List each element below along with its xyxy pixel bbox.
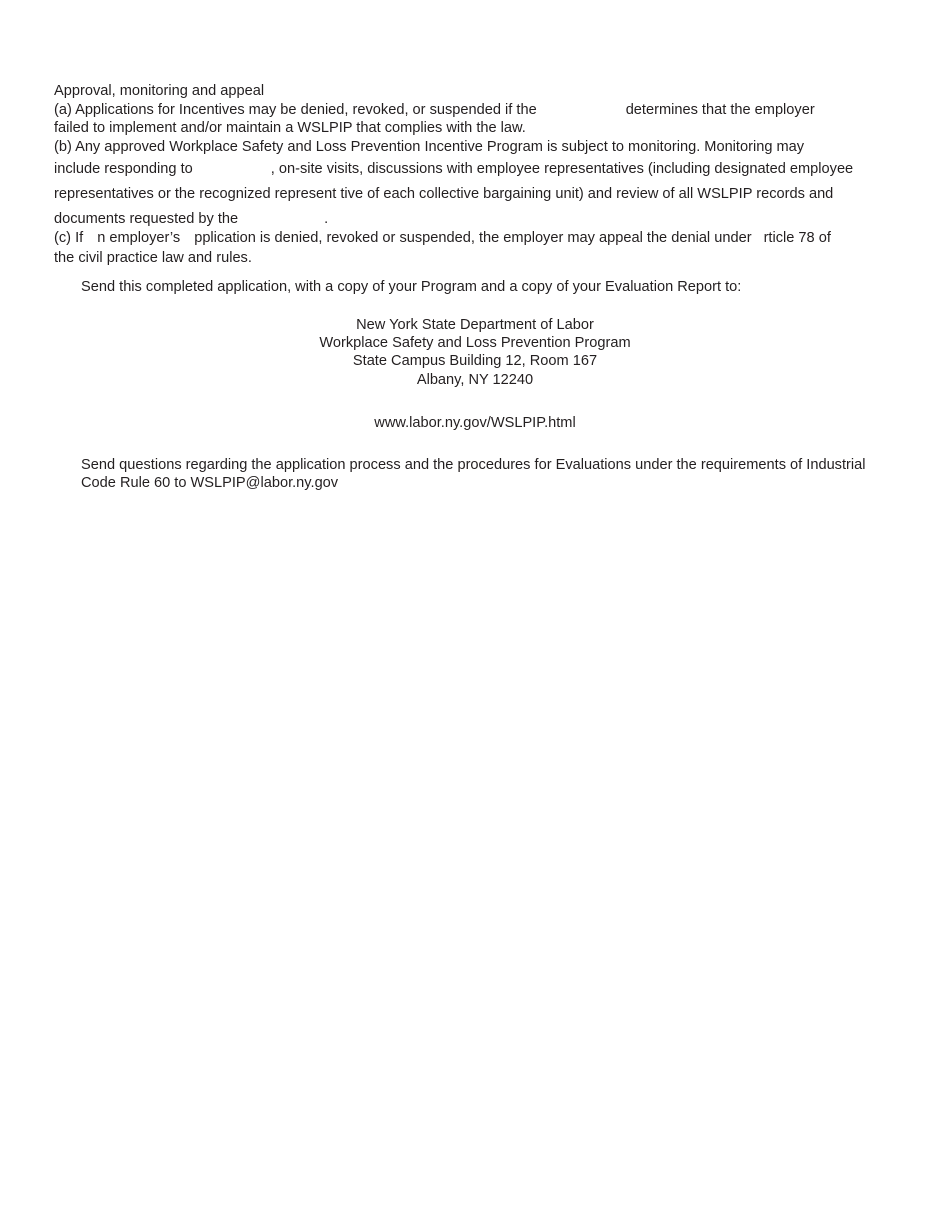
para-b-line4	[54, 210, 328, 228]
para-b-line3: representatives or the recognized represent tive of each collective bargaining unit) and review of all WSLPIP records and	[54, 186, 834, 202]
para-c-line1-d: rticle 78 of	[763, 230, 831, 246]
para-b-line1: (b) Any approved Workplace Safety and Loss Prevention Incentive Program is subject to monitoring. Monitoring may	[54, 139, 805, 155]
para-b-line4-pre: documents requested by the	[54, 211, 239, 227]
address-line2: Workplace Safety and Loss Prevention Program	[319, 335, 631, 351]
para-a-line1-post: determines that the employer	[625, 102, 815, 118]
address-line1: New York State Department of Labor	[356, 317, 594, 333]
address-line3: State Campus Building 12, Room 167	[352, 353, 598, 369]
website-link[interactable]: www.labor.ny.gov/WSLPIP.html	[374, 415, 576, 431]
address-line4: Albany, NY 12240	[416, 372, 534, 388]
questions-line2: Code Rule 60 to WSLPIP@labor.ny.gov	[81, 475, 339, 491]
para-c-line1-a: (c) If	[54, 230, 84, 246]
para-c-line2: the civil practice law and rules.	[54, 250, 252, 266]
para-c-line1-b: n employer’s	[97, 230, 181, 246]
para-c-line1	[54, 229, 831, 247]
para-b-line2-pre: include responding to	[54, 161, 193, 177]
para-a-line1	[54, 101, 815, 119]
para-a-line1-pre: (a) Applications for Incentives may be denied, revoked, or suspended if the	[54, 102, 537, 118]
para-b-line2	[54, 160, 853, 178]
questions-line1: Send questions regarding the application process and the procedures for Evaluations under the requirements of Industrial	[81, 457, 866, 473]
para-a-line2: failed to implement and/or maintain a WSLPIP that complies with the law.	[54, 120, 526, 136]
send-instructions: Send this completed application, with a copy of your Program and a copy of your Evaluation Report to:	[81, 279, 742, 295]
para-b-line2-post: , on-site visits, discussions with employee representatives (including designated employee	[270, 161, 854, 177]
para-b-line4-post: .	[324, 211, 329, 227]
para-c-line1-c: pplication is denied, revoked or suspended, the employer may appeal the denial under	[194, 230, 752, 246]
section-heading: Approval, monitoring and appeal	[54, 83, 265, 99]
